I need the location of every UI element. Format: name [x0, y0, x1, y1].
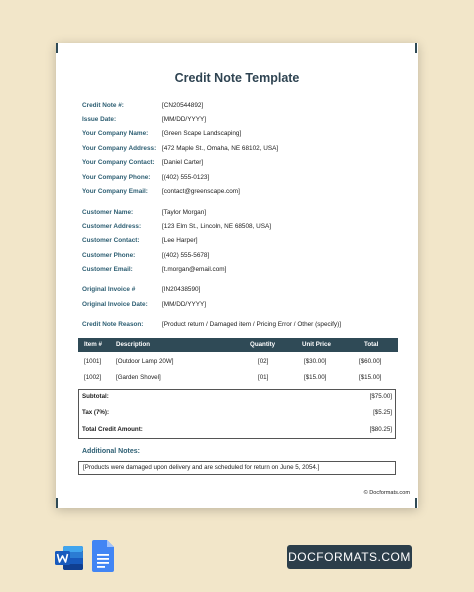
field-value: [Lee Harper] — [162, 237, 198, 244]
field-value: [Product return / Damaged item / Pricing Error / Other (specify)] — [162, 321, 341, 328]
page-corner-mark — [56, 43, 58, 53]
cell-description: [Garden Shovel] — [116, 374, 161, 381]
field-label: Original Invoice Date: — [82, 301, 148, 308]
field-value: [(402) 555-5678] — [162, 252, 210, 259]
cell-quantity: [01] — [258, 374, 269, 381]
table-row — [78, 372, 398, 384]
field-label: Customer Email: — [82, 266, 133, 273]
field-label: Credit Note Reason: — [82, 321, 144, 328]
field-value: [Daniel Carter] — [162, 159, 204, 166]
cell-description: [Outdoor Lamp 20W] — [116, 358, 174, 365]
field-value: [CN20544892] — [162, 102, 204, 109]
table-row — [78, 356, 398, 368]
field-label: Customer Address: — [82, 223, 142, 230]
cell-total: [$60.00] — [359, 358, 382, 365]
cell-total: [$15.00] — [359, 374, 382, 381]
field-value: [(402) 555-0123] — [162, 174, 210, 181]
cell-item-number: [1001] — [84, 358, 102, 365]
google-docs-icon[interactable] — [92, 540, 114, 572]
field-value: [MM/DD/YYYY] — [162, 116, 207, 123]
field-label: Original Invoice # — [82, 286, 136, 293]
field-label: Credit Note #: — [82, 102, 124, 109]
header-total: Total — [364, 341, 379, 348]
field-label: Customer Name: — [82, 209, 134, 216]
cell-unit-price: [$15.00] — [304, 374, 327, 381]
total-credit-value: [$80.25] — [369, 426, 392, 433]
header-item-number: Item # — [84, 341, 102, 348]
site-badge[interactable]: DOCFORMATS.COM — [287, 545, 412, 569]
items-table-header — [78, 338, 398, 352]
page-corner-mark — [415, 43, 417, 53]
cell-quantity: [02] — [258, 358, 269, 365]
word-icon[interactable] — [55, 544, 85, 572]
document-title: Credit Note Template — [174, 71, 300, 85]
field-label: Your Company Phone: — [82, 174, 151, 181]
header-quantity: Quantity — [250, 341, 276, 348]
tax-row — [82, 408, 392, 418]
field-value: [contact@greenscape.com] — [162, 188, 240, 195]
header-description: Description — [116, 341, 151, 348]
header-unit-price: Unit Price — [302, 341, 331, 348]
field-label: Your Company Email: — [82, 188, 148, 195]
field-label: Customer Phone: — [82, 252, 136, 259]
field-value: [t.morgan@email.com] — [162, 266, 227, 273]
page-corner-mark — [415, 498, 417, 508]
total-credit-label: Total Credit Amount: — [82, 426, 143, 433]
notes-heading: Additional Notes: — [82, 448, 140, 455]
subtotal-row — [82, 392, 392, 402]
notes-text: [Products were damaged upon delivery and are scheduled for return on June 5, 2054.] — [78, 461, 396, 475]
field-value: [Taylor Morgan] — [162, 209, 207, 216]
subtotal-label: Subtotal: — [82, 393, 109, 400]
page-corner-mark — [56, 498, 58, 508]
brand-credit: © Docformats.com — [363, 490, 410, 496]
field-label: Issue Date: — [82, 116, 117, 123]
field-value: [123 Elm St., Lincoln, NE 68508, USA] — [162, 223, 272, 230]
field-value: [MM/DD/YYYY] — [162, 301, 207, 308]
total-credit-row — [82, 425, 392, 435]
subtotal-value: [$75.00] — [369, 393, 392, 400]
tax-value: [$5.25] — [373, 409, 392, 416]
field-value: [472 Maple St., Omaha, NE 68102, USA] — [162, 145, 279, 152]
field-label: Your Company Address: — [82, 145, 157, 152]
field-label: Your Company Contact: — [82, 159, 155, 166]
cell-unit-price: [$30.00] — [304, 358, 327, 365]
field-value: [IN20438590] — [162, 286, 201, 293]
field-label: Your Company Name: — [82, 130, 149, 137]
cell-item-number: [1002] — [84, 374, 102, 381]
tax-label: Tax (7%): — [82, 409, 110, 416]
field-label: Customer Contact: — [82, 237, 140, 244]
field-value: [Green Scape Landscaping] — [162, 130, 242, 137]
